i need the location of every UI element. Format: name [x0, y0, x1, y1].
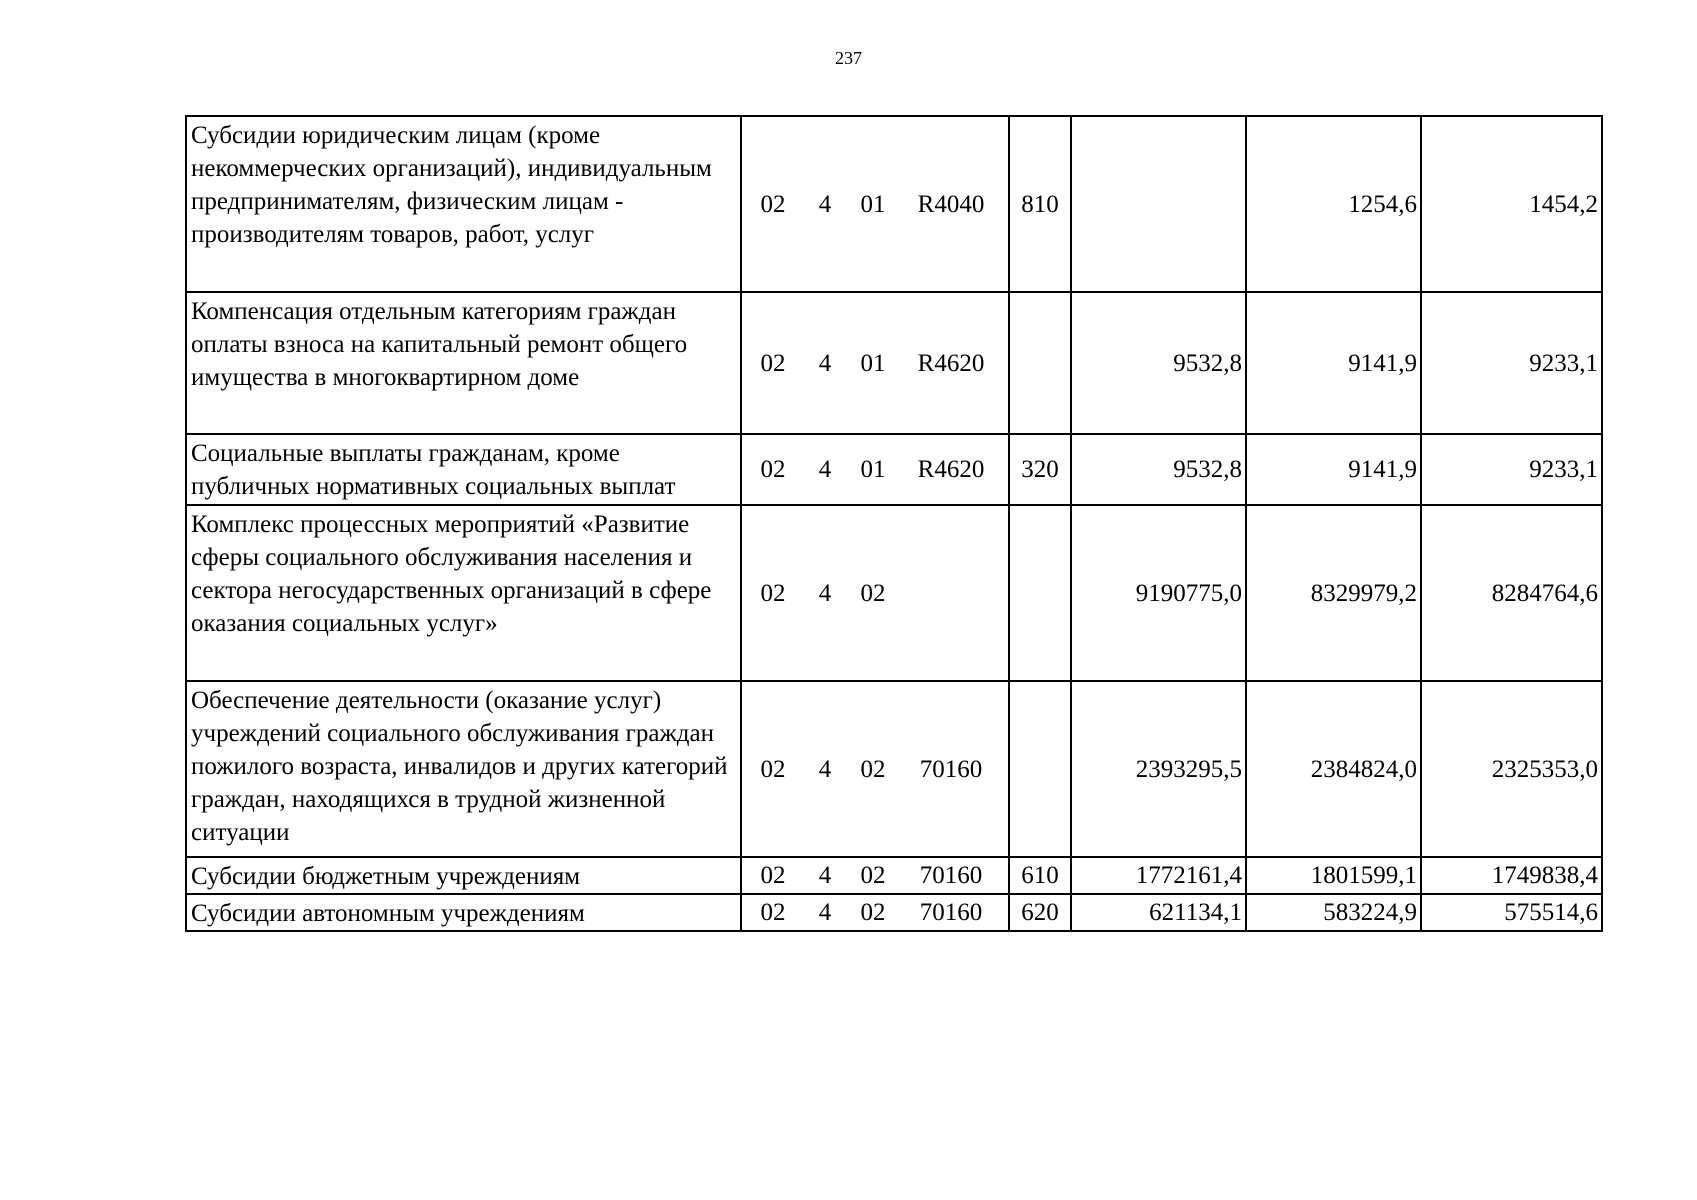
code-4: 70160 [919, 899, 983, 926]
row-codes [741, 505, 1009, 681]
value-1: 9190775,0 [1071, 505, 1246, 681]
table-row [186, 857, 1602, 894]
row-codes [741, 894, 1009, 931]
code-1: 02 [760, 579, 786, 607]
value-1 [1071, 116, 1246, 292]
table-row [186, 894, 1602, 931]
page-number: 237 [835, 48, 862, 68]
table-row [186, 505, 1602, 681]
code-1: 02 [760, 190, 786, 218]
table-row [186, 681, 1602, 857]
code-3: 02 [860, 862, 886, 889]
row-name: Субсидии автономным учреждениям [186, 894, 741, 931]
value-3: 1454,2 [1421, 116, 1602, 292]
code-1: 02 [760, 755, 786, 783]
code-3: 02 [860, 755, 886, 783]
value-3: 2325353,0 [1421, 681, 1602, 857]
code-2: 4 [818, 190, 832, 218]
expense-type [1009, 292, 1071, 434]
row-name: Обеспечение деятельности (оказание услуг) учреждений социального обслуживания граждан пожилого возраста, инвалидов и других категорий граждан, находящихся в трудной жизненной ситуации [186, 681, 741, 857]
row-codes [741, 681, 1009, 857]
table-row [186, 292, 1602, 434]
row-name: Компенсация отдельным категориям граждан оплаты взноса на капитальный ремонт общего имущества в многоквартирном доме [186, 292, 741, 434]
code-4: 70160 [919, 862, 983, 889]
code-3: 01 [860, 349, 886, 377]
code-3: 01 [860, 190, 886, 218]
row-name: Субсидии бюджетным учреждениям [186, 857, 741, 894]
row-codes [741, 116, 1009, 292]
value-1: 9532,8 [1071, 292, 1246, 434]
budget-table [185, 115, 1603, 932]
value-1: 1772161,4 [1071, 857, 1246, 894]
value-1: 621134,1 [1071, 894, 1246, 931]
code-2: 4 [818, 862, 832, 889]
code-3: 02 [860, 899, 886, 926]
value-2: 1801599,1 [1246, 857, 1421, 894]
value-2: 9141,9 [1246, 434, 1421, 505]
expense-type [1009, 681, 1071, 857]
value-1: 2393295,5 [1071, 681, 1246, 857]
code-1: 02 [760, 349, 786, 377]
expense-type: 320 [1009, 434, 1071, 505]
code-3: 02 [860, 579, 886, 607]
code-1: 02 [760, 899, 786, 926]
value-3: 8284764,6 [1421, 505, 1602, 681]
value-3: 9233,1 [1421, 434, 1602, 505]
code-2: 4 [818, 579, 832, 607]
value-2: 9141,9 [1246, 292, 1421, 434]
table-row [186, 434, 1602, 505]
value-2: 1254,6 [1246, 116, 1421, 292]
value-3: 575514,6 [1421, 894, 1602, 931]
value-3: 9233,1 [1421, 292, 1602, 434]
code-2: 4 [818, 899, 832, 926]
row-codes [741, 857, 1009, 894]
value-2: 8329979,2 [1246, 505, 1421, 681]
row-codes [741, 292, 1009, 434]
value-1: 9532,8 [1071, 434, 1246, 505]
expense-type: 810 [1009, 116, 1071, 292]
expense-type [1009, 505, 1071, 681]
row-codes [741, 434, 1009, 505]
code-4: R4620 [917, 456, 985, 483]
code-4: R4620 [917, 349, 985, 377]
value-2: 2384824,0 [1246, 681, 1421, 857]
row-name: Социальные выплаты гражданам, кроме публичных нормативных социальных выплат [186, 434, 741, 505]
expense-type: 620 [1009, 894, 1071, 931]
table-row [186, 116, 1602, 292]
code-4: R4040 [917, 190, 985, 218]
row-name: Комплекс процессных мероприятий «Развитие сферы социального обслуживания населения и сектора негосударственных организаций в сфере оказания социальных услуг» [186, 505, 741, 681]
code-2: 4 [818, 456, 832, 483]
value-3: 1749838,4 [1421, 857, 1602, 894]
code-2: 4 [818, 349, 832, 377]
expense-type: 610 [1009, 857, 1071, 894]
code-2: 4 [818, 755, 832, 783]
code-1: 02 [760, 456, 786, 483]
code-4: 70160 [919, 755, 983, 783]
value-2: 583224,9 [1246, 894, 1421, 931]
code-3: 01 [860, 456, 886, 483]
code-1: 02 [760, 862, 786, 889]
row-name: Субсидии юридическим лицам (кроме некоммерческих организаций), индивидуальным предпринимателям, физическим лицам - производителям товаров, работ, услуг [186, 116, 741, 292]
